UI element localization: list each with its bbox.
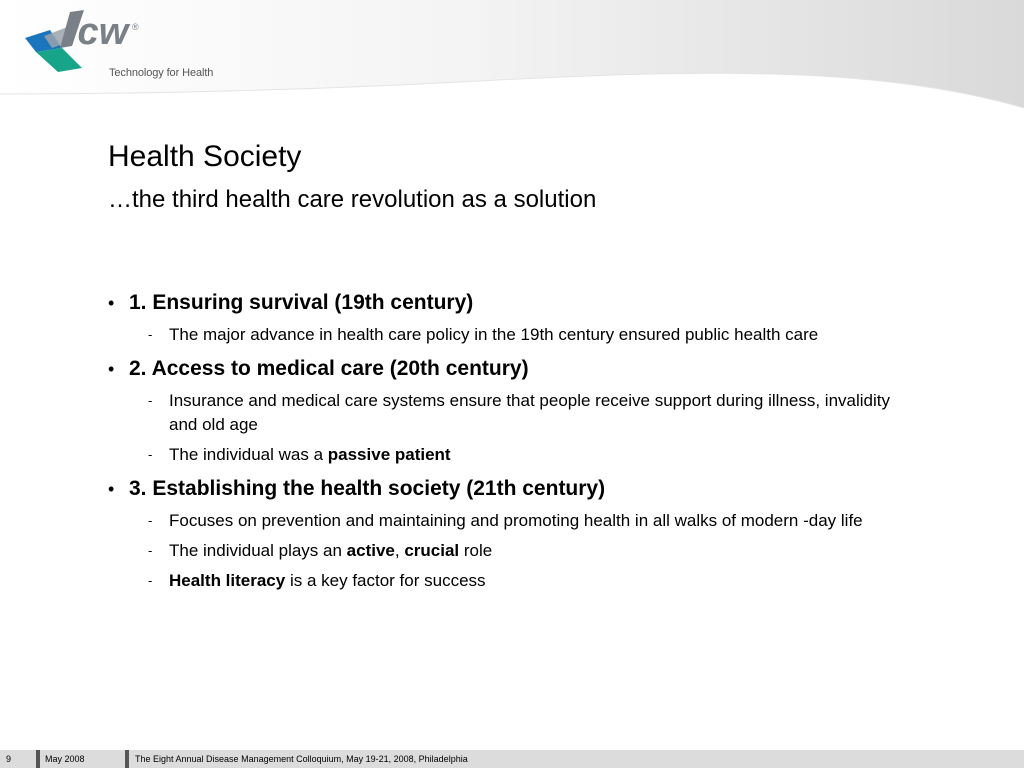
sub-bullet [108, 323, 918, 347]
sub-bullet [108, 389, 918, 437]
bullet-dot-icon: • [108, 359, 115, 379]
sub-bullet [108, 539, 918, 563]
sub-bullet [108, 443, 918, 467]
dash-icon: - [148, 327, 153, 342]
footer-divider [125, 750, 129, 768]
bullet-section-2 [108, 355, 918, 383]
icw-logo [22, 10, 214, 80]
dash-icon: - [148, 543, 153, 558]
logo-registered-mark: ® [132, 22, 139, 32]
section-heading: 1. Ensuring survival (19th century) [129, 291, 474, 314]
slide-subtitle: …the third health care revolution as a solution [108, 186, 597, 213]
emphasis-text: passive patient [327, 445, 451, 464]
footer-date: May 2008 [45, 754, 85, 764]
dash-icon: - [148, 393, 153, 408]
footer-bar [0, 750, 1024, 768]
slide-title: Health Society [108, 140, 302, 173]
logo-wordmark: icw [67, 11, 129, 53]
sub-bullet-text: The individual plays an [169, 541, 347, 560]
dash-icon: - [148, 513, 153, 528]
slide-content [108, 289, 918, 596]
bullet-section-1 [108, 289, 918, 317]
dash-icon: - [148, 447, 153, 462]
bullet-dot-icon: • [108, 293, 115, 313]
bullet-dot-icon: • [108, 479, 115, 499]
sub-bullet-text: , [394, 541, 405, 560]
sub-bullet-text: role [459, 541, 493, 560]
sub-bullet-text: is a key factor for success [285, 571, 486, 590]
section-heading: 3. Establishing the health society (21th century) [129, 477, 606, 500]
sub-bullet-text: The major advance in health care policy in the 19th century ensured public health care [169, 325, 819, 344]
sub-bullet [108, 569, 918, 593]
sub-bullet-text: The individual was a [169, 445, 328, 464]
sub-bullet [108, 509, 918, 533]
footer-page-number: 9 [6, 754, 12, 764]
logo-tagline: Technology for Health [109, 67, 214, 79]
emphasis-text: crucial [404, 541, 460, 560]
emphasis-text: Health literacy [169, 571, 286, 590]
footer-event: The Eight Annual Disease Management Colloquium, May 19-21, 2008, Philadelphia [135, 754, 468, 764]
sub-bullet-text: Focuses on prevention and maintaining and promoting health in all walks of modern -day life [169, 511, 863, 530]
emphasis-text: active [346, 541, 395, 560]
sub-bullet-text: Insurance and medical care systems ensure that people receive support during illness, invalidity and old age [169, 391, 890, 434]
dash-icon: - [148, 573, 153, 588]
footer-divider [36, 750, 40, 768]
section-heading: 2. Access to medical care (20th century) [129, 357, 529, 380]
bullet-section-3 [108, 475, 918, 503]
